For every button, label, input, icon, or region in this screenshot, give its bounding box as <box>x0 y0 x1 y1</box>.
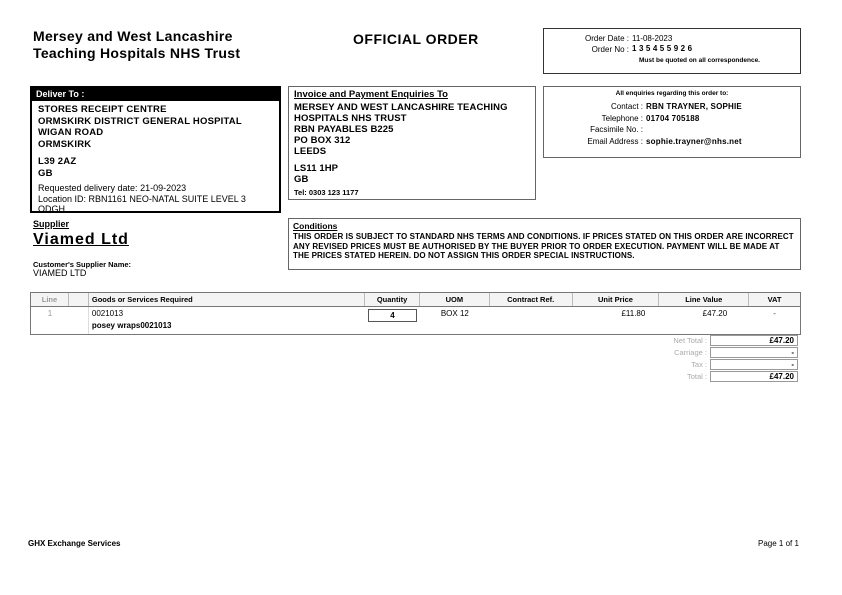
total-label: Total : <box>686 371 707 381</box>
invoice-address-line: MERSEY AND WEST LANCASHIRE TEACHING HOSPITALS NHS TRUST <box>294 102 508 124</box>
items-table <box>30 292 801 335</box>
conditions-label: Conditions <box>293 221 338 231</box>
deliver-to-box <box>30 86 281 213</box>
tax-label: Tax : <box>691 359 707 369</box>
net-total-value: £47.20 <box>710 335 798 346</box>
invoice-address-line: RBN PAYABLES B225 <box>294 124 394 135</box>
col-header-uom: UOM <box>420 293 490 306</box>
trust-name: Mersey and West Lancashire Teaching Hospitals NHS Trust <box>33 28 241 61</box>
contact-value: RBN TRAYNER, SOPHIE <box>646 102 742 111</box>
goods-description: posey wraps0021013 <box>91 321 172 330</box>
col-header-vat: VAT <box>767 295 782 304</box>
cell-quantity <box>365 307 420 334</box>
conditions-box <box>288 218 801 270</box>
tax-value: - <box>710 359 798 370</box>
col-header-contract-ref: Contract Ref. <box>490 293 573 306</box>
customer-supplier-label: Customer's Supplier Name: <box>33 260 132 269</box>
net-total-label: Net Total : <box>673 335 707 345</box>
deliver-address-line: ORMSKIRK DISTRICT GENERAL HOSPITAL <box>38 115 242 127</box>
total-value: £47.20 <box>710 371 798 382</box>
cell-sub <box>69 307 89 334</box>
requested-delivery-date: Requested delivery date: 21-09-2023 <box>38 183 187 193</box>
col-header-unit-price: Unit Price <box>573 293 660 306</box>
order-info-box <box>543 28 801 74</box>
cell-goods <box>89 307 365 334</box>
customer-supplier-name: VIAMED LTD <box>33 268 87 278</box>
cell-contract-ref <box>490 307 573 334</box>
deliver-address-line: WIGAN ROAD <box>38 127 104 138</box>
facsimile-label: Facsimile No. : <box>590 125 643 134</box>
totals-section <box>620 335 801 383</box>
deliver-to-header: Deliver To : <box>32 88 279 101</box>
cell-unit-price: £11.80 <box>621 309 646 318</box>
footer-service-name: GHX Exchange Services <box>28 539 121 548</box>
deliver-country: GB <box>38 167 53 179</box>
invoice-address-line: LEEDS <box>294 146 327 157</box>
carriage-label: Carriage : <box>674 347 707 357</box>
invoice-address-line: PO BOX 312 <box>294 135 351 146</box>
goods-code: 0021013 <box>91 309 124 318</box>
col-header-line-value: Line Value <box>659 293 749 306</box>
order-no-value: 135455926 <box>632 44 695 53</box>
footer-page-number: Page 1 of 1 <box>758 539 799 548</box>
deliver-address-line: ORMSKIRK <box>38 138 92 150</box>
cell-line-number: 1 <box>47 309 53 318</box>
cell-vat: - <box>773 309 776 318</box>
col-header-sub <box>69 293 89 306</box>
deliver-postcode: L39 2AZ <box>38 156 77 167</box>
document-title: OFFICIAL ORDER <box>353 31 479 47</box>
deliver-address-line: STORES RECEIPT CENTRE <box>38 104 167 115</box>
col-header-goods: Goods or Services Required <box>89 293 365 306</box>
invoice-enquiries-header: Invoice and Payment Enquiries To <box>294 89 448 100</box>
supplier-name: Viamed Ltd <box>33 231 129 248</box>
table-row <box>31 307 800 334</box>
col-header-line: Line <box>31 293 69 306</box>
invoice-country: GB <box>294 174 309 185</box>
invoice-postcode: LS11 1HP <box>294 163 339 174</box>
enquiries-contact-box <box>543 86 801 158</box>
email-value: sophie.trayner@nhs.net <box>646 136 742 146</box>
order-no-label: Order No : <box>591 45 629 54</box>
invoice-telephone: Tel: 0303 123 1177 <box>294 188 359 197</box>
quantity-value: 4 <box>368 309 417 322</box>
order-date-value: 11-08-2023 <box>632 34 673 43</box>
email-label: Email Address : <box>587 136 643 146</box>
carriage-value: - <box>710 347 798 358</box>
items-table-header <box>31 293 800 307</box>
telephone-value: 01704 705188 <box>646 113 700 123</box>
col-header-quantity: Quantity <box>365 293 420 306</box>
invoice-enquiries-box <box>288 86 536 200</box>
location-id: Location ID: RBN1161 NEO-NATAL SUITE LEVEL 3 ODGH <box>38 193 246 214</box>
enquiries-heading: All enquiries regarding this order to: <box>615 90 729 97</box>
supplier-label: Supplier <box>33 219 70 229</box>
cell-line-value: £47.20 <box>702 309 728 318</box>
telephone-label: Telephone : <box>601 113 643 123</box>
order-date-label: Order Date : <box>584 34 629 43</box>
cell-uom: BOX 12 <box>440 309 469 318</box>
contact-label: Contact : <box>610 102 643 111</box>
conditions-text: THIS ORDER IS SUBJECT TO STANDARD NHS TERMS AND CONDITIONS. IF PRICES STATED ON THIS ORDER ARE INCORRECT ANY REVISED PRICES MUST BE AUTHORISED BY THE BUYER PRIOR TO ORDER EXECUTION. PAYMENT WILL BE MADE AT THE PRICES STATED HEREIN. DO NOT ASSIGN THIS ORDER SPECIAL INSTRUCTIONS. <box>293 232 794 260</box>
order-quote-note: Must be quoted on all correspondence. <box>639 57 760 64</box>
